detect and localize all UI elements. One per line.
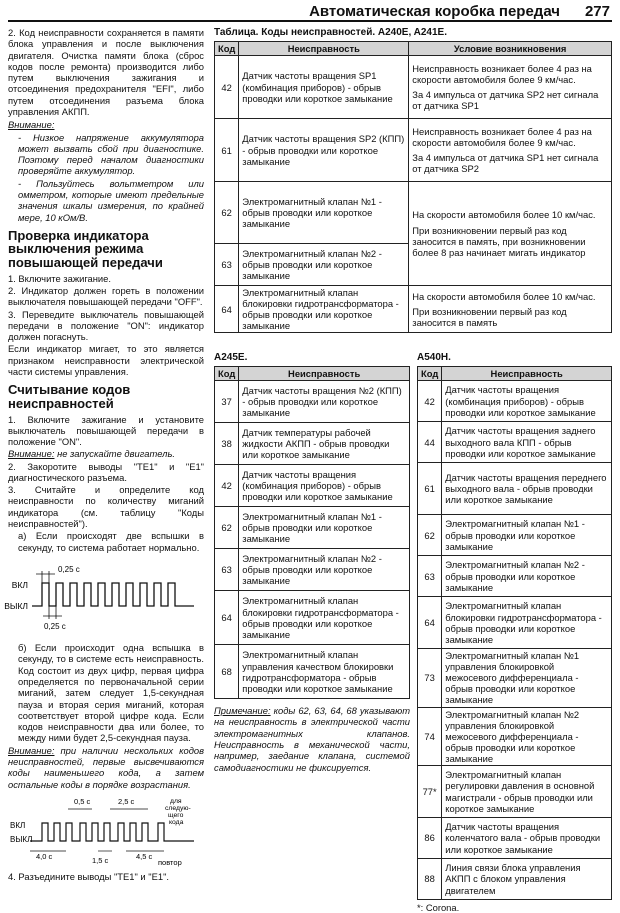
code-cell: 86 — [418, 818, 442, 859]
code-cell: 61 — [215, 119, 239, 182]
step-code-4: 4. Разъедините выводы "TE1" и "E1". — [8, 871, 169, 883]
table-row — [418, 649, 612, 707]
wave2-time-25: 2,5 с — [118, 796, 135, 806]
col-header-fault: Неисправность — [442, 367, 612, 381]
note-text: не запускайте двигатель. — [54, 448, 175, 460]
fault-cell: Датчик частоты вращения переднего выходного вала - обрыв проводки или короткое замыкание — [442, 463, 612, 515]
condition-line: Неисправность возникает более 4 раз на скорости автомобиля более 9 км/час. — [412, 62, 592, 85]
wave2-next-2: следую- — [165, 804, 191, 812]
table-row — [418, 818, 612, 859]
wave1-time-top: 0,25 с — [58, 564, 80, 574]
code-cell: 77* — [418, 766, 442, 818]
fault-blink-diagram — [8, 795, 204, 867]
fault-code-table-a240e — [214, 41, 612, 333]
footnote-label: Примечание: — [214, 705, 271, 717]
code-cell: 64 — [215, 286, 239, 333]
page-header — [8, 2, 612, 22]
a245e-section — [214, 352, 410, 773]
left-column — [4, 27, 204, 883]
fault-cell: Датчик частоты вращения SP2 (КПП) - обрыв проводки или короткое замыкание — [239, 119, 409, 182]
footnote-text: коды 62, 63, 64, 68 указывают на неисправность в электрической части электромагнитных клапанов. Неисправность в механической части, например, заедание клапана, системой самодиагностики не фиксируется. — [214, 705, 410, 773]
wave2-on-label: ВКЛ — [10, 820, 26, 830]
condition-cell — [409, 182, 612, 286]
col-header-code: Код — [418, 367, 442, 381]
condition-line: Неисправность возникает более 4 раз на скорости автомобиля более 9 км/час. — [412, 125, 592, 148]
code-cell: 42 — [418, 381, 442, 422]
code-cell: 44 — [418, 422, 442, 463]
col-header-fault: Неисправность — [239, 42, 409, 56]
a540h-title: A540H. — [417, 352, 451, 363]
note-voltmeter: - Пользуйтесь вольтметром или омметром, которые имеют предельные значения шкалы измерения, по крайней мере, 10 кОм/В. — [18, 177, 204, 223]
fault-cell: Датчик частоты вращения (комбинация приборов) - обрыв проводки или короткое замыкание — [239, 465, 410, 507]
note-label: Внимание: — [8, 744, 55, 756]
step-ind-4: Если индикатор мигает, то это является признаком неисправности электрической части системы управления. — [8, 343, 204, 377]
code-cell: 63 — [418, 556, 442, 597]
table-row — [215, 465, 410, 507]
col-header-fault: Неисправность — [239, 367, 410, 381]
note-battery: - Низкое напряжение аккумулятора может вызвать сбой при диагностике. Поэтому перед началом диагностики проверяйте аккумулятор. — [18, 131, 204, 177]
step-code-3a: а) Если происходят две вспышки в секунду, то система работает нормально. — [18, 530, 204, 553]
fault-cell: Электромагнитный клапан №1 - обрыв проводки или короткое замыкание — [239, 182, 409, 244]
table-header-row — [215, 42, 612, 56]
table-row — [418, 859, 612, 900]
wave1-on-label: ВКЛ — [11, 579, 28, 590]
table-row — [418, 381, 612, 422]
table-row — [215, 381, 410, 423]
table-row — [418, 556, 612, 597]
code-cell: 42 — [215, 56, 239, 119]
table-row — [418, 515, 612, 556]
code-cell: 62 — [215, 507, 239, 549]
fault-cell: Линия связи блока управления АКПП с блоком управления двигателем — [442, 859, 612, 900]
condition-cell — [409, 56, 612, 119]
table-row — [418, 707, 612, 765]
wave2-repeat-label: повтор — [158, 857, 182, 867]
code-cell: 68 — [215, 645, 239, 699]
step-code-3: 3. Считайте и определите код неисправности по количеству миганий индикатора (см. таблицу "Коды неисправностей"). — [8, 484, 204, 530]
multi-code-note — [8, 745, 204, 790]
table-row — [215, 56, 612, 119]
table-row — [215, 645, 410, 699]
code-cell: 64 — [418, 597, 442, 649]
code-cell: 42 — [215, 465, 239, 507]
fault-cell: Электромагнитный клапан управления качеством блокировки гидротрансформатора - обрыв проводки или короткое замыкание — [239, 645, 410, 699]
wave1-time-bottom: 0,25 с — [44, 621, 66, 631]
fault-cell: Электромагнитный клапан №2 - обрыв проводки или короткое замыкание — [239, 549, 410, 591]
table-header-row — [418, 367, 612, 381]
note-heading: Внимание: — [8, 119, 55, 131]
condition-cell — [409, 286, 612, 333]
step-ind-1: 1. Включите зажигание. — [8, 272, 111, 284]
a540h-section — [417, 352, 612, 913]
code-cell: 62 — [215, 182, 239, 244]
fault-code-table-a540h — [417, 366, 612, 900]
condition-cell — [409, 119, 612, 182]
code-cell: 73 — [418, 649, 442, 707]
code-cell: 63 — [215, 549, 239, 591]
col-header-condition: Условие возникновения — [409, 42, 612, 56]
note-label: Внимание: — [8, 448, 55, 460]
fault-cell: Электромагнитный клапан №1 - обрыв проводки или короткое замыкание — [239, 507, 410, 549]
fault-cell: Электромагнитный клапан №2 - обрыв проводки или короткое замыкание — [442, 556, 612, 597]
condition-line: При возникновении первый раз код заносится в память, при возникновении более 8 раз начинает мигать индикатор — [412, 224, 586, 258]
wave2-next-4: кода — [169, 818, 184, 826]
fault-cell: Электромагнитный клапан блокировки гидротрансформатора - обрыв проводки или короткое замыкание — [239, 286, 409, 333]
table-row — [215, 591, 410, 645]
wave2-time-45: 4,5 с — [136, 851, 153, 861]
step-ind-2: 2. Индикатор должен гореть в положении выключателя повышающей передачи "OFF". — [8, 284, 204, 308]
normal-blink-diagram — [4, 557, 204, 637]
page-number: 277 — [584, 3, 610, 20]
code-cell: 88 — [418, 859, 442, 900]
fault-cell: Датчик частоты вращения (комбинация приборов) - обрыв проводки или короткое замыкание — [442, 381, 612, 422]
fault-cell: Датчик частоты вращения заднего выходного вала КПП - обрыв проводки или короткое замыкание — [442, 422, 612, 463]
wave2-time-40: 4,0 с — [36, 851, 53, 861]
fault-code-table-a245e — [214, 366, 410, 699]
fault-cell: Электромагнитный клапан №1 управления блокировкой межосевого дифференциала - обрыв проводки или короткое замыкание — [442, 649, 612, 707]
code-cell: 74 — [418, 707, 442, 765]
fault-cell: Датчик частоты вращения SP1 (комбинация приборов) - обрыв проводки или короткое замыкание — [239, 56, 409, 119]
fault-cell: Датчик температуры рабочей жидкости АКПП - обрыв проводки или короткое замыкание — [239, 423, 410, 465]
wave2-next-1: для — [170, 797, 182, 805]
step-code-1: 1. Включите зажигание и установите выключатель повышающей передачи в положение "ON". — [8, 413, 204, 448]
wave2-off-label: ВЫКЛ — [10, 834, 33, 844]
chapter-title: Автоматическая коробка передач — [309, 3, 560, 20]
wave2-time-05: 0,5 с — [74, 796, 91, 806]
table-row — [418, 597, 612, 649]
code-cell: 61 — [418, 463, 442, 515]
wave1-pulse-train — [32, 583, 194, 606]
col-header-code: Код — [215, 42, 239, 56]
fault-cell: Электромагнитный клапан №2 - обрыв проводки или короткое замыкание — [239, 244, 409, 286]
table-row — [215, 549, 410, 591]
code-cell: 62 — [418, 515, 442, 556]
fault-cell: Датчик частоты вращения №2 (КПП) - обрыв проводки или короткое замыкание — [239, 381, 410, 423]
heading-reading-codes: Считывание кодов неисправностей — [8, 382, 131, 411]
step-ind-3: 3. Переведите выключатель повышающей передачи в положение "ON": индикатор должен погаснуть. — [8, 308, 204, 343]
table-row — [215, 507, 410, 549]
fault-cell: Электромагнитный клапан регулировки давления в основной магистрали - обрыв проводки или короткое замыкание — [442, 766, 612, 818]
heading-indicator-check: Проверка индикатора выключения режима повышающей передачи — [8, 227, 163, 271]
table-row — [418, 422, 612, 463]
table-row — [215, 182, 612, 244]
fault-cell: Электромагнитный клапан блокировки гидротрансформатора - обрыв проводки или короткое замыкание — [442, 597, 612, 649]
step-code-2: 2. Закоротите выводы "TE1" и "E1" диагностического разъема. — [8, 460, 204, 483]
table-row — [418, 766, 612, 818]
code-cell: 64 — [215, 591, 239, 645]
col-header-code: Код — [215, 367, 239, 381]
code-cell: 63 — [215, 244, 239, 286]
main-table-title: Таблица. Коды неисправностей. A240E, A241E. — [214, 27, 448, 38]
main-table-section — [214, 27, 612, 333]
a540h-note: *: Corona. — [417, 902, 460, 913]
fault-cell: Электромагнитный клапан №1 - обрыв проводки или короткое замыкание — [442, 515, 612, 556]
table-row — [215, 423, 410, 465]
wave2-next-3: щего — [168, 811, 184, 819]
condition-line: На скорости автомобиля более 10 км/час. — [412, 209, 596, 221]
table-row — [215, 286, 612, 333]
table-header-row — [215, 367, 410, 381]
fault-cell: Электромагнитный клапан №2 управления блокировкой межосевого дифференциала - обрыв проводки или короткое замыкание — [442, 707, 612, 765]
step-code-3b: б) Если происходит одна вспышка в секунду, то в системе есть неисправность. Код состоит из двух цифр, первая цифра определяется по первоначальной серии миганий, затем следует 1,5-секундная пауза и вторая серия миганий, которая соответствует второй цифре кода. Если кодов неисправности два или более, то между ними будет 2,5-секундная пауза. — [18, 642, 204, 744]
condition-line: При возникновении первый раз код заносится в память — [412, 305, 567, 328]
table-row — [418, 463, 612, 515]
fault-cell: Датчик частоты вращения коленчатого вала - обрыв проводки или короткое замыкание — [442, 818, 612, 859]
a245e-footnote — [214, 705, 410, 773]
a245e-title: A245E. — [214, 352, 248, 363]
wave1-off-label: ВЫКЛ — [4, 600, 28, 611]
note-text: при наличии нескольких кодов неисправностей, первые высвечиваются коды наименьшего кода, а затем остальные коды в порядке возрастания. — [8, 744, 204, 790]
table-row — [215, 119, 612, 182]
code-cell: 37 — [215, 381, 239, 423]
condition-line: На скорости автомобиля более 10 км/час. — [412, 290, 596, 302]
step-code-1-note — [8, 448, 204, 459]
fault-cell: Электромагнитный клапан блокировки гидротрансформатора - обрыв проводки или короткое замыкание — [239, 591, 410, 645]
paragraph-memory: 2. Код неисправности сохраняется в памяти блока управления и после выключения двигателя. Очистка памяти блока (сброс кодов после ремонта) производится либо путем выключения зажигания и отсоединения предохранителя "EFI", либо путем отсоединения разъема блока управления АКПП. — [8, 27, 204, 117]
condition-line: За 4 импульса от датчика SP1 нет сигнала от датчика SP2 — [412, 152, 599, 175]
code-cell: 38 — [215, 423, 239, 465]
wave2-time-15: 1,5 с — [92, 855, 109, 865]
condition-line: За 4 импульса от датчика SP2 нет сигнала от датчика SP1 — [412, 89, 599, 112]
